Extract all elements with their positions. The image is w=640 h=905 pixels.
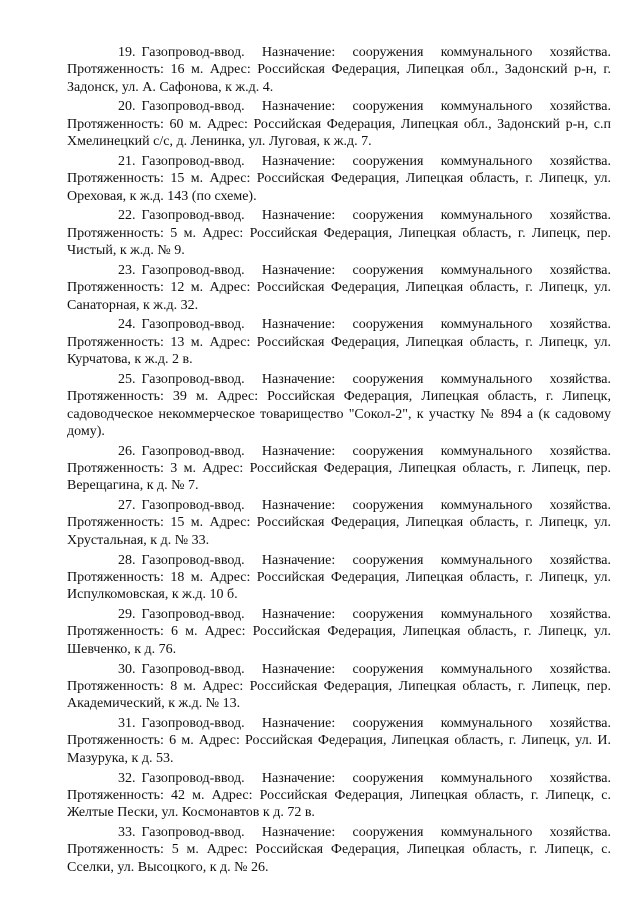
item-number: 23. (118, 262, 136, 278)
list-item (67, 552, 611, 604)
item-text: Газопровод-ввод. Назначение: сооружения коммунального хозяйства. Протяженность: 42 м. Адрес: Российская Федерация, Липецкая область, г. Липецк, с. Желтые Пески, ул. Космонавтов к д. 72 в. (67, 770, 611, 821)
item-text: Газопровод-ввод. Назначение: сооружения коммунального хозяйства. Протяженность: 18 м. Адрес: Российская Федерация, Липецкая область, г. Липецк, ул. Испулкомовская, к ж.д. 10 б. (67, 552, 611, 603)
list-item (67, 443, 611, 495)
item-text: Газопровод-ввод. Назначение: сооружения коммунального хозяйства. Протяженность: 15 м. Адрес: Российская Федерация, Липецкая область, г. Липецк, ул. Ореховая, к ж.д. 143 (по схеме). (67, 153, 611, 204)
item-number: 25. (118, 371, 136, 387)
item-text: Газопровод-ввод. Назначение: сооружения коммунального хозяйства. Протяженность: 3 м. Адрес: Российская Федерация, Липецкая область, г. Липецк, пер. Верещагина, к д. № 7. (67, 443, 611, 494)
list-item (67, 606, 611, 658)
list-item (67, 715, 611, 767)
list-item (67, 824, 611, 876)
list-item (67, 316, 611, 368)
item-number: 20. (118, 99, 136, 115)
list-item (67, 497, 611, 549)
item-text: Газопровод-ввод. Назначение: сооружения коммунального хозяйства. Протяженность: 5 м. Адрес: Российская Федерация, Липецкая область, г. Липецк, с. Сселки, ул. Высоцкого, к д. № 26. (67, 825, 611, 875)
list-item (67, 262, 611, 314)
list-item (67, 44, 611, 96)
item-text: Газопровод-ввод. Назначение: сооружения коммунального хозяйства. Протяженность: 5 м. Адрес: Российская Федерация, Липецкая область, г. Липецк, пер. Чистый, к ж.д. № 9. (67, 208, 611, 259)
item-text: Газопровод-ввод. Назначение: сооружения коммунального хозяйства. Протяженность: 16 м. Адрес: Российская Федерация, Липецкая обл., Задонский р-н, г. Задонск, ул. А. Сафонова, к ж.д. 4. (67, 45, 611, 95)
list-item (67, 661, 611, 713)
item-text: Газопровод-ввод. Назначение: сооружения коммунального хозяйства. Протяженность: 6 м. Адрес: Российская Федерация, Липецкая область, г. Липецк, ул. И. Мазурука, к д. 53. (67, 716, 611, 766)
item-text: Газопровод-ввод. Назначение: сооружения коммунального хозяйства. Протяженность: 12 м. Адрес: Российская Федерация, Липецкая область, г. Липецк, ул. Санаторная, к ж.д. 32. (67, 262, 611, 313)
item-number: 31. (118, 716, 136, 732)
list-item (67, 207, 611, 259)
list-item (67, 371, 611, 440)
item-number: 22. (118, 208, 136, 224)
item-number: 19. (118, 45, 136, 60)
item-number: 26. (118, 443, 136, 459)
item-text: Газопровод-ввод. Назначение: сооружения коммунального хозяйства. Протяженность: 39 м. Адрес: Российская Федерация, Липецкая область, г. Липецк, садоводческое некоммерческое товарищество "Сокол-2", к участку № 894 а (к садовому дому). (67, 371, 611, 439)
document-item-list (67, 44, 611, 879)
item-text: Газопровод-ввод. Назначение: сооружения коммунального хозяйства. Протяженность: 60 м. Адрес: Российская Федерация, Липецкая обл., Задонский р-н, с.п Хмелинецкий с/с, д. Ленинка, ул. Луговая, к ж.д. 7. (67, 99, 611, 150)
list-item (67, 770, 611, 822)
item-number: 33. (118, 825, 136, 841)
list-item (67, 153, 611, 205)
item-text: Газопровод-ввод. Назначение: сооружения коммунального хозяйства. Протяженность: 13 м. Адрес: Российская Федерация, Липецкая область, г. Липецк, ул. Курчатова, к ж.д. 2 в. (67, 317, 611, 368)
item-number: 28. (118, 552, 136, 568)
item-number: 30. (118, 661, 136, 677)
item-text: Газопровод-ввод. Назначение: сооружения коммунального хозяйства. Протяженность: 8 м. Адрес: Российская Федерация, Липецкая область, г. Липецк, пер. Академический, к ж.д. № 13. (67, 661, 611, 712)
item-number: 21. (118, 153, 136, 169)
item-number: 27. (118, 498, 136, 514)
item-number: 29. (118, 607, 136, 623)
item-number: 24. (118, 317, 136, 333)
item-text: Газопровод-ввод. Назначение: сооружения коммунального хозяйства. Протяженность: 15 м. Адрес: Российская Федерация, Липецкая область, г. Липецк, ул. Хрустальная, к д. № 33. (67, 498, 611, 548)
item-number: 32. (118, 770, 136, 786)
list-item (67, 98, 611, 150)
item-text: Газопровод-ввод. Назначение: сооружения коммунального хозяйства. Протяженность: 6 м. Адрес: Российская Федерация, Липецкая область, г. Липецк, ул. Шевченко, к д. 76. (67, 607, 611, 657)
